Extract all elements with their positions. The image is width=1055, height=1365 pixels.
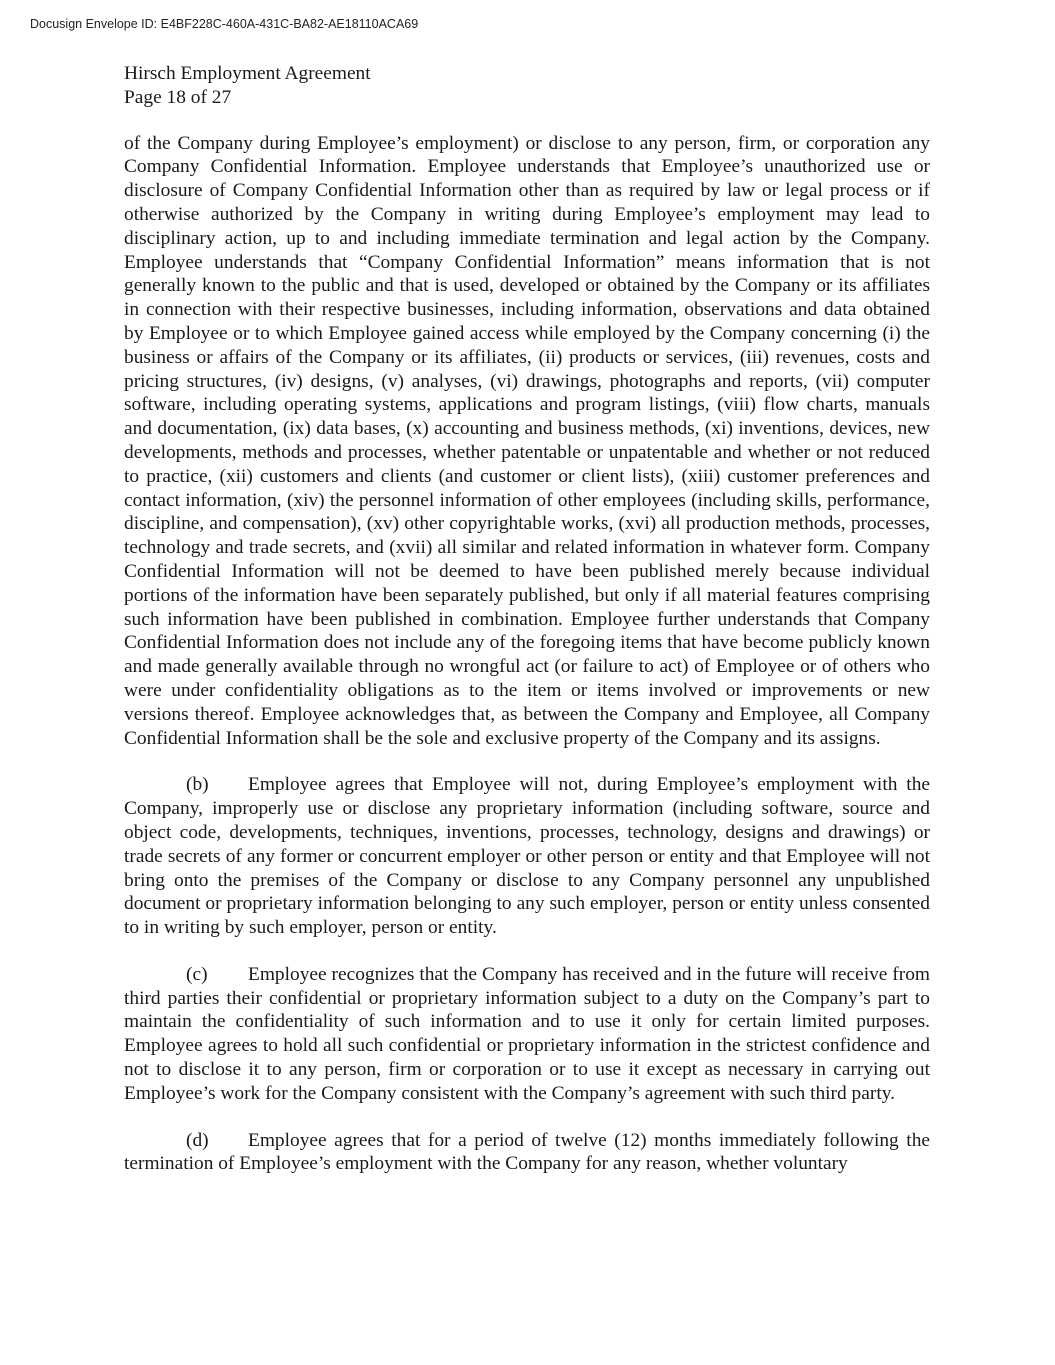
docusign-envelope-id: Docusign Envelope ID: E4BF228C-460A-431C-BA82-AE18110ACA69 [30, 17, 419, 31]
paragraph-text: of the Company during Employee’s employment) or disclose to any person, firm, or corporation any Company Confidential Information. Employee understands that Employee’s unauthorized use or disclosure of Company Confidential Information other than as required by law or legal process or if otherwise authorized by the Company in writing during Employee’s employment may lead to disciplinary action, up to and including immediate termination and legal action by the Company. Employee understands that “Company Confidential Information” means information that is not generally known to the public and that is used, developed or obtained by the Company or its affiliates in connection with their respective businesses, including information, observations and data obtained by Employee or to which Employee gained access while employed by the Company concerning (i) the business or affairs of the Company or its affiliates, (ii) products or services, (iii) revenues, costs and pricing structures, (iv) designs, (v) analyses, (vi) drawings, photographs and reports, (vii) computer software, including operating systems, applications and program listings, (viii) flow charts, manuals and documentation, (ix) data bases, (x) accounting and business methods, (xi) inventions, devices, new developments, methods and processes, whether patentable or unpatentable and whether or not reduced to practice, (xii) customers and clients (and customer or client lists), (xiii) customer preferences and contact information, (xiv) the personnel information of other employees (including skills, performance, discipline, and compensation), (xv) other copyrightable works, (xvi) all production methods, processes, technology and trade secrets, and (xvii) all similar and related information in whatever form. Company Confidential Information will not be deemed to have been published merely because individual portions of the information have been separately published, but only if all material features comprising such information have been published in combination. Employee further understands that Company Confidential Information does not include any of the foregoing items that have become publicly known and made generally available through no wrongful act (or failure to act) of Employee or of others who were under confidentiality obligations as to the item or items involved or improvements or new versions thereof. Employee acknowledges that, as between the Company and Employee, all Company Confidential Information shall be the sole and exclusive property of the Company and its assigns. [124, 132, 930, 749]
page-header [124, 62, 930, 110]
page-number: Page 18 of 27 [124, 86, 232, 108]
paragraph-label: (d) [186, 1129, 209, 1151]
paragraph-c [124, 963, 930, 1106]
paragraph-label: (c) [186, 963, 208, 985]
document-page [124, 62, 930, 1199]
paragraph-text: Employee recognizes that the Company has received and in the future will receive from third parties their confidential or proprietary information subject to a duty on the Company’s part to maintain the confidentiality of such information and to use it only for certain limited purposes. Employee agrees to hold all such confidential or proprietary information in the strictest confidence and not to disclose it to any person, firm or corporation or to use it except as necessary in carrying out Employee’s work for the Company consistent with the Company’s agreement with such third party. [124, 963, 930, 1104]
paragraph-text: Employee agrees that Employee will not, during Employee’s employment with the Company, improperly use or disclose any proprietary information (including software, source and object code, developments, techniques, inventions, processes, technology, designs and drawings) or trade secrets of any former or concurrent employer or other person or entity and that Employee will not bring onto the premises of the Company or disclose to any Company personnel any unpublished document or proprietary information belonging to any such employer, person or entity unless consented to in writing by such employer, person or entity. [124, 774, 930, 939]
paragraph-confidential-information [124, 132, 930, 751]
paragraph-text: Employee agrees that for a period of twelve (12) months immediately following the termination of Employee’s employment with the Company for any reason, whether voluntary [124, 1129, 930, 1175]
paragraph-label: (b) [186, 774, 209, 796]
document-title: Hirsch Employment Agreement [124, 63, 371, 84]
paragraph-b [124, 773, 930, 940]
paragraph-d [124, 1129, 930, 1177]
